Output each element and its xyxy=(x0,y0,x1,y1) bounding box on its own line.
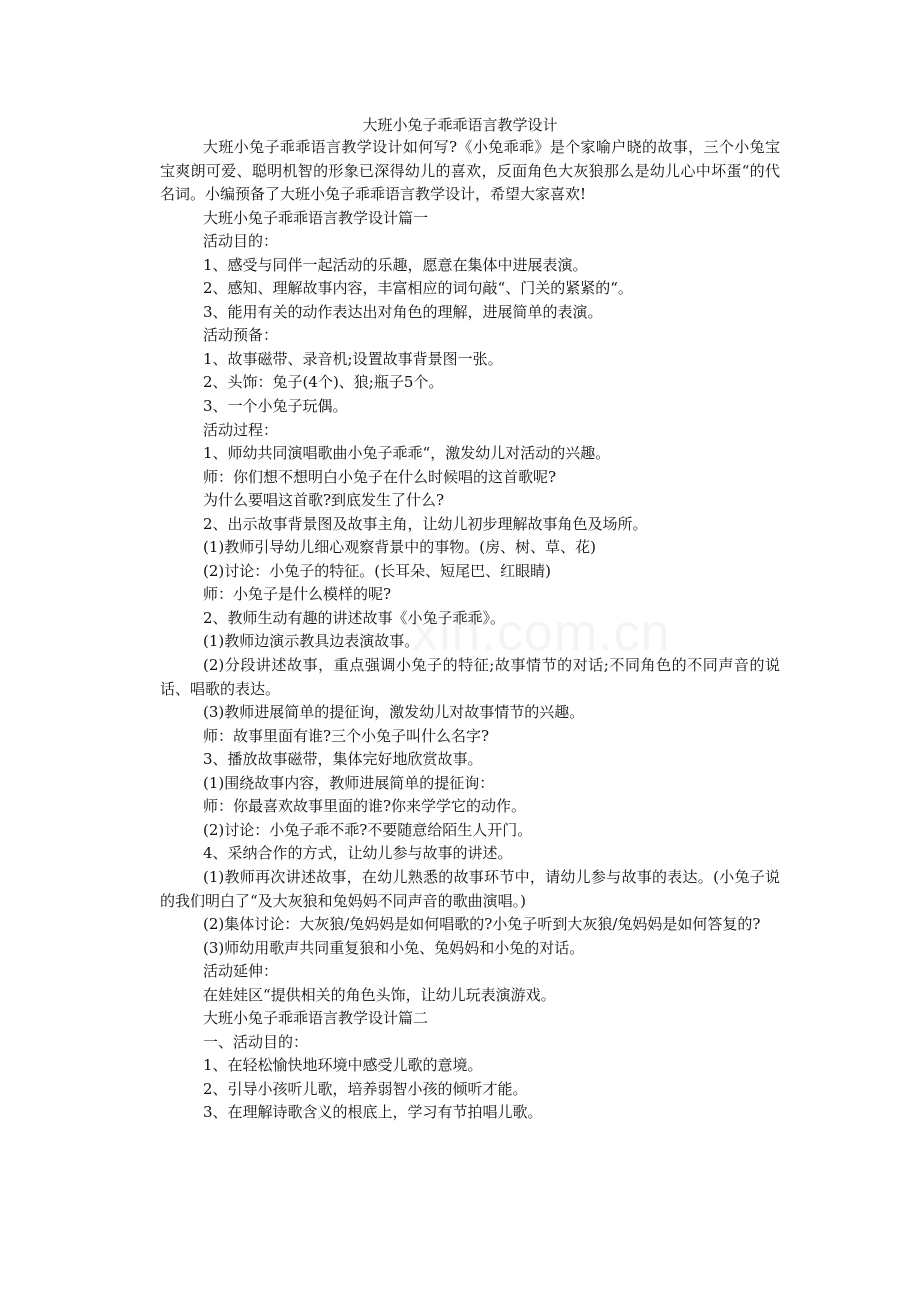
paragraph: 3、在理解诗歌含义的根底上，学习有节拍唱儿歌。 xyxy=(203,1103,543,1122)
paragraph: 1、故事磁带、录音机;设置故事背景图一张。 xyxy=(203,349,503,368)
paragraph: 1、师幼共同演唱歌曲小兔子乖乖“，激发幼儿对活动的兴趣。 xyxy=(203,444,611,463)
section-heading-2: 大班小兔子乖乖语言教学设计篇二 xyxy=(203,1009,429,1028)
paragraph: 2、出示故事背景图及故事主角，让幼儿初步理解故事角色及场所。 xyxy=(203,514,648,533)
paragraph-intro: 大班小兔子乖乖语言教学设计如何写?《小兔乖乖》是个家喻户晓的故事，三个小兔宝宝爽朗可爱、聪明机智的形象已深得幼儿的喜欢，反面角色大灰狼那么是幼儿心中坏蛋“的代名词。小编预备了大班小兔子乖乖语言教学设计，希望大家喜欢! xyxy=(160,138,780,204)
paragraph: 2、感知、理解故事内容，丰富相应的词句敲“、门关的紧紧的“。 xyxy=(203,279,633,298)
section-heading-1: 大班小兔子乖乖语言教学设计篇一 xyxy=(203,208,429,227)
paragraph: 活动目的： xyxy=(203,232,279,251)
paragraph: 活动预备： xyxy=(203,326,279,345)
paragraph: 3、能用有关的动作表达出对角色的理解，进展简单的表演。 xyxy=(203,302,603,321)
paragraph: (3)教师进展简单的提征询，激发幼儿对故事情节的兴趣。 xyxy=(203,703,585,722)
paragraph: 在娃娃区“提供相关的角色头饰，让幼儿玩表演游戏。 xyxy=(203,985,556,1004)
paragraph: 师：你们想不想明白小兔子在什么时候唱的这首歌呢? xyxy=(203,467,557,486)
paragraph: 1、感受与同伴一起活动的乐趣，愿意在集体中进展表演。 xyxy=(203,255,588,274)
paragraph: 师：小兔子是什么模样的呢? xyxy=(203,585,392,604)
paragraph: 3、一个小兔子玩偶。 xyxy=(203,397,348,416)
paragraph: 为什么要唱这首歌?到底发生了什么? xyxy=(203,491,445,510)
paragraph: 2、头饰：兔子(4个)、狼;瓶子5个。 xyxy=(203,373,444,392)
paragraph: (2)分段讲述故事，重点强调小兔子的特征;故事情节的对话;不同角色的不同声音的说话、唱歌的表达。 xyxy=(160,656,780,698)
document-body xyxy=(160,136,780,1125)
paragraph: 4、采纳合作的方式，让幼儿参与故事的讲述。 xyxy=(203,844,513,863)
paragraph: (2)讨论：小兔子的特征。(长耳朵、短尾巴、红眼睛) xyxy=(203,561,551,580)
document-title: 大班小兔子乖乖语言教学设计 xyxy=(362,116,558,134)
paragraph: (1)教师再次讲述故事，在幼儿熟悉的故事环节中，请幼儿参与故事的表达。(小兔子说的我们明白了“及大灰狼和兔妈妈不同声音的歌曲演唱。) xyxy=(160,867,780,910)
paragraph: (2)集体讨论：大灰狼/兔妈妈是如何唱歌的?小兔子听到大灰狼/兔妈妈是如何答复的? xyxy=(203,915,761,934)
paragraph: 师：你最喜欢故事里面的谁?你来学学它的动作。 xyxy=(203,797,527,816)
paragraph: 一、活动目的： xyxy=(203,1032,309,1051)
paragraph: 师：故事里面有谁?三个小兔子叫什么名字? xyxy=(203,726,490,745)
paragraph: (3)师幼用歌声共同重复狼和小兔、兔妈妈和小兔的对话。 xyxy=(203,938,585,957)
paragraph: (1)围绕故事内容，教师进展简单的提征询： xyxy=(203,773,495,792)
paragraph: 活动延伸： xyxy=(203,962,279,981)
paragraph: 1、在轻松愉快地环境中感受儿歌的意境。 xyxy=(203,1056,483,1075)
paragraph: (1)教师边演示教具边表演故事。 xyxy=(203,632,420,651)
paragraph: 2、教师生动有趣的讲述故事《小兔子乖乖》。 xyxy=(203,608,506,627)
paragraph: (2)讨论：小兔子乖不乖?不要随意给陌生人开门。 xyxy=(203,820,533,839)
paragraph: 3、播放故事磁带，集体完好地欣赏故事。 xyxy=(203,750,483,769)
paragraph: 活动过程： xyxy=(203,420,279,439)
paragraph: (1)教师引导幼儿细心观察背景中的事物。(房、树、草、花) xyxy=(203,538,596,557)
paragraph: 2、引导小孩听儿歌，培养弱智小孩的倾听才能。 xyxy=(203,1079,528,1098)
